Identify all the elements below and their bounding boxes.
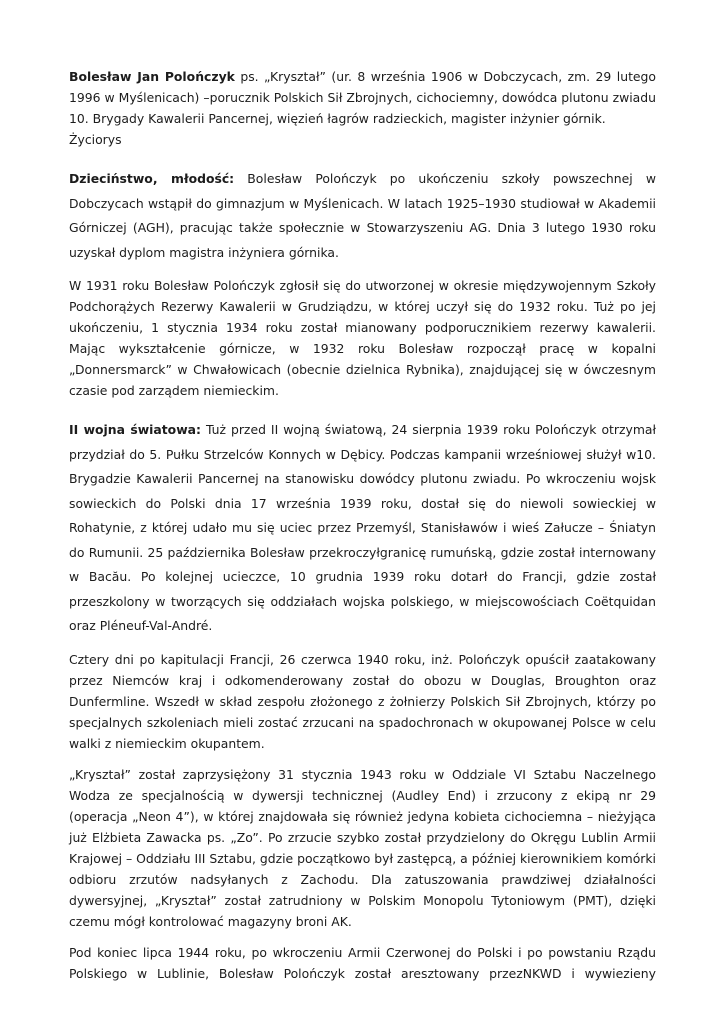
zyciorys-label: Życiorys — [69, 132, 122, 147]
spacer — [69, 754, 656, 764]
ww2-paragraph-4: Pod koniec lipca 1944 roku, po wkroczeniu Armii Czerwonej do Polski i po powstaniu Rządu Polskiego w Lublinie, Bolesław Polończyk został aresztowany przezNKWD i wywiezieny — [69, 944, 656, 981]
ww2-paragraph-2: Cztery dni po kapitulacji Francji, 26 czerwca 1940 roku, inż. Polończyk opuścił zaatakowany przez Niemców kraj i odkomenderowany został do obozu w Douglas, Broughton oraz Dunfermline. Wszedł w skład zespołu złożonego z żołnierzy Polskich Sił Zbrojnych, którzy po specjalnych szkoleniach mieli zostać zrzucani na spadochronach w okupowanej Polsce w celu walki z niemieckim okupantem. — [69, 651, 656, 751]
ww2-paragraph-1 — [69, 418, 656, 639]
childhood-paragraph-2: W 1931 roku Bolesław Polończyk zgłosił się do utworzonej w okresie międzywojennym Szkoły Podchorążych Rezerwy Kawalerii w Grudziądzu, w której uczył się do 1932 roku. Tuż po jej ukończeniu, 1 stycznia 1934 roku został mianowany podporucznikiem rezerwy kawalerii. Mając wykształcenie górnicze, w 1932 roku Bolesław rozpoczął pracę w kopalni „Donnersmarck” w Chwałowicach (obecnie dzielnica Rybnika), znajdującej się w ówczesnym czasie pod zarządem niemieckim. — [69, 278, 656, 398]
intro-text: ps. „Kryształ” (ur. 8 września 1906 w Dobczycach, zm. 29 lutego 1996 w Myślenicach) –porucznik Polskich Sił Zbrojnych, cichociemny, dowódca plutonu zwiadu 10. Brygady Kawalerii Pancernej, więzień łagrów radzieckich, magister inżynier górnik. — [69, 69, 656, 126]
ww2-heading: II wojna światowa: — [69, 422, 201, 437]
spacer — [69, 639, 656, 649]
childhood-heading: Dzieciństwo, młodość: — [69, 171, 235, 186]
ww2-text-1: Tuż przed II wojną światową, 24 sierpnia 1939 roku Polończyk otrzymał przydział do 5. Pułku Strzelców Konnych w Dębicy. Podczas kampanii wrześniowej służył w10. Brygadzie Kawalerii Pancernej na stanowisku dowódcy plutonu zwiadu. Po wkroczeniu wojsk sowieckich do Polski dnia 17 września 1939 roku, dostał się do niewoli sowieckiej w Rohatynie, z której udało mu się uciec przez Przemyśl, Stanisławów i wieś Załucze – Śniatyn do Rumunii. 25 października Bolesław przekroczyłgranicę rumuńską, gdzie został internowany w Bacău. Po kolejnej ucieczce, 10 grudnia 1939 roku dotarł do Francji, gdzie został przeszkolony w tworzących się oddziałach wojska polskiego, w miejscowościach Coëtquidan oraz Pléneuf-Val-André. — [69, 422, 657, 633]
spacer — [69, 265, 656, 275]
document-page — [69, 66, 656, 984]
intro-paragraph — [69, 66, 656, 150]
person-name: Bolesław Jan Polończyk — [69, 69, 235, 84]
childhood-text-1: Bolesław Polończyk po ukończeniu szkoły powszechnej w Dobczycach wstąpił do gimnazjum w Myślenicach. W latach 1925–1930 studiował w Akademii Górniczej (AGH), pracując także społecznie w Stowarzyszeniu AG. Dnia 3 lutego 1930 roku uzyskał dyplom magistra inżyniera górnika. — [69, 171, 656, 260]
spacer — [69, 932, 656, 942]
spacer — [69, 150, 656, 167]
ww2-paragraph-3: „Kryształ” został zaprzysiężony 31 stycznia 1943 roku w Oddziale VI Sztabu Naczelnego Wodza ze specjalnością w dywersji technicznej (Audley End) i zrzucony z ekipą nr 29 (operacja „Neon 4”), w której znajdowała się również jedyna kobieta cichociemna – nieżyjąca już Elżbieta Zawacka ps. „Zo”. Po zrzucie szybko został przydzielony do Okręgu Lublin Armii Krajowej – Oddziału III Sztabu, gdzie początkowo był zastępcą, a później kierownikiem komórki odbioru zrzutów nadsyłanych z Zachodu. Dla zatuszowania prawdziwej działalności dywersyjnej, „Kryształ” został zatrudniony w Polskim Monopolu Tytoniowym (PMT), dzięki czemu mógł kontrolować magazyny broni AK. — [69, 766, 656, 929]
childhood-paragraph-1 — [69, 167, 656, 265]
spacer — [69, 401, 656, 418]
